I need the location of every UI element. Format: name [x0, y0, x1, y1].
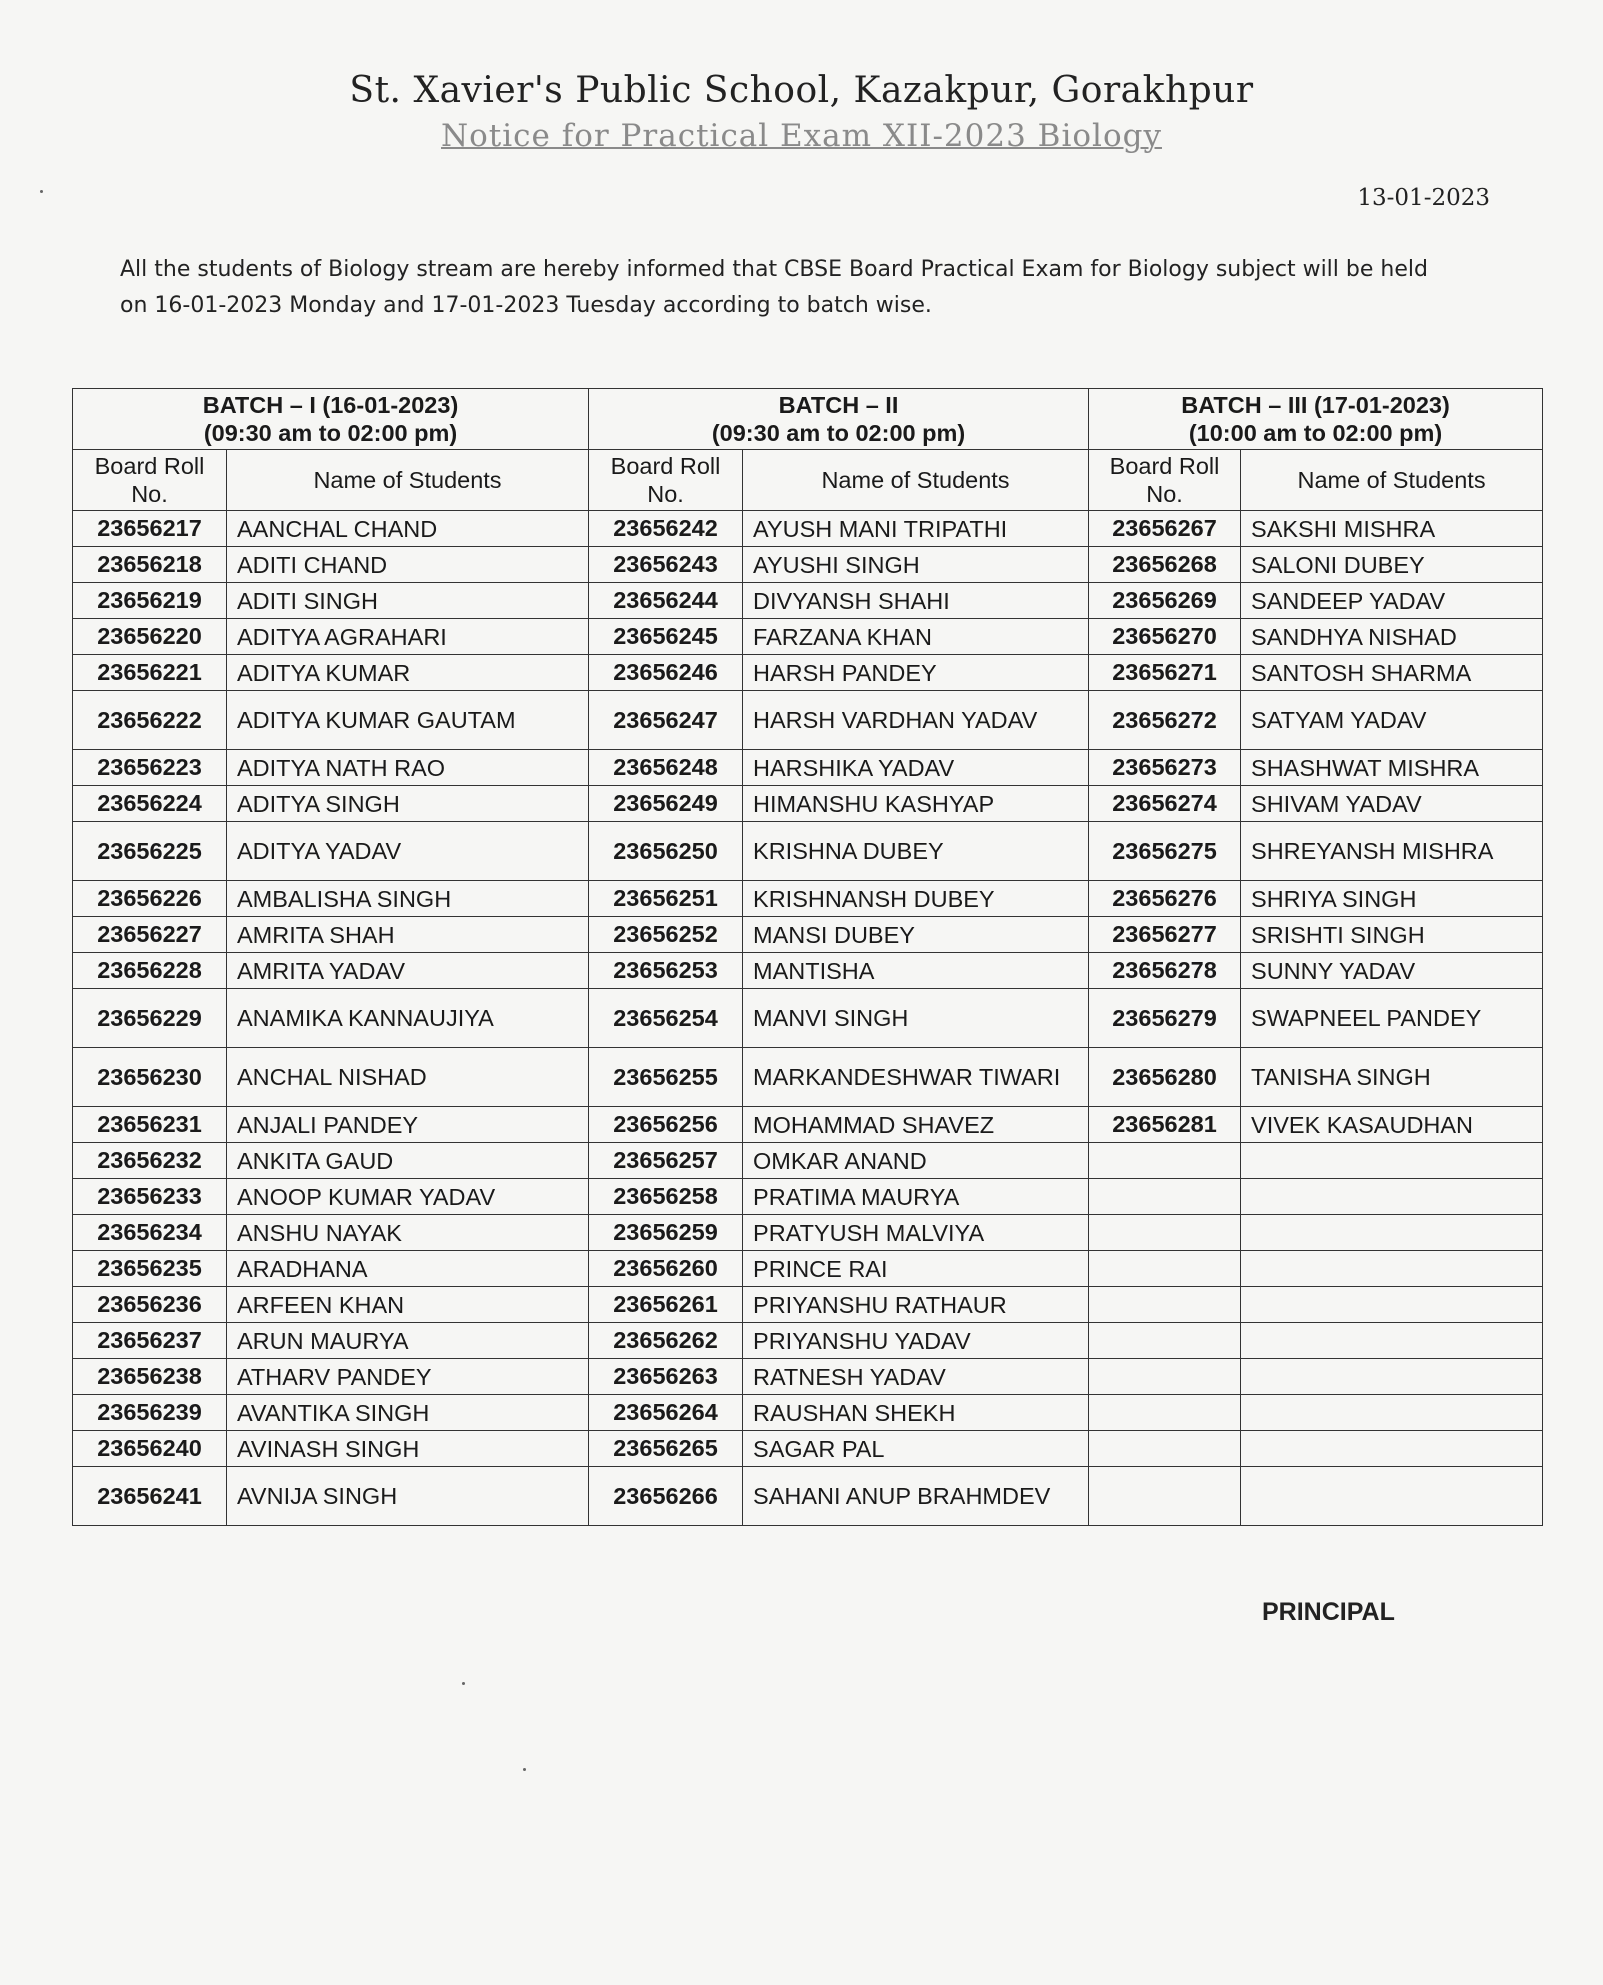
student-name-cell: ADITYA AGRAHARI: [227, 619, 589, 655]
student-name-cell: SAHANI ANUP BRAHMDEV: [743, 1467, 1089, 1526]
roll-number-cell: [1089, 1395, 1241, 1431]
roll-number-cell: 23656242: [589, 511, 743, 547]
table-row: [73, 1107, 1543, 1143]
roll-number-cell: 23656267: [1089, 511, 1241, 547]
scan-speck: [523, 1768, 526, 1771]
batch-3-time: (10:00 am to 02:00 pm): [1188, 420, 1443, 446]
student-name-cell: ANJALI PANDEY: [227, 1107, 589, 1143]
batch-3-title: BATCH – III (17-01-2023): [1181, 392, 1450, 418]
roll-number-cell: [1089, 1359, 1241, 1395]
student-name-cell: MARKANDESHWAR TIWARI: [743, 1048, 1089, 1107]
roll-number-cell: 23656274: [1089, 786, 1241, 822]
table-row: [73, 917, 1543, 953]
batch-2-time: (09:30 am to 02:00 pm): [711, 420, 966, 446]
roll-number-cell: [1089, 1467, 1241, 1526]
roll-column-header: Board Roll No.: [589, 450, 743, 511]
student-name-cell: AANCHAL CHAND: [227, 511, 589, 547]
student-name-cell: SHREYANSH MISHRA: [1241, 822, 1543, 881]
student-name-cell: ANCHAL NISHAD: [227, 1048, 589, 1107]
student-name-cell: MOHAMMAD SHAVEZ: [743, 1107, 1089, 1143]
table-row: [73, 750, 1543, 786]
student-name-cell: HARSHIKA YADAV: [743, 750, 1089, 786]
student-name-cell: SRISHTI SINGH: [1241, 917, 1543, 953]
roll-number-cell: [1089, 1215, 1241, 1251]
roll-number-cell: 23656222: [73, 691, 227, 750]
table-row: [73, 822, 1543, 881]
student-name-cell: [1241, 1323, 1543, 1359]
roll-number-cell: 23656275: [1089, 822, 1241, 881]
roll-number-cell: 23656228: [73, 953, 227, 989]
roll-number-cell: 23656224: [73, 786, 227, 822]
table-row: [73, 1395, 1543, 1431]
student-name-cell: ANKITA GAUD: [227, 1143, 589, 1179]
roll-number-cell: 23656231: [73, 1107, 227, 1143]
table-row: [73, 691, 1543, 750]
roll-number-cell: 23656219: [73, 583, 227, 619]
scan-speck: [462, 1682, 465, 1685]
roll-number-cell: 23656252: [589, 917, 743, 953]
name-column-header: Name of Students: [227, 450, 589, 511]
student-name-cell: ADITI CHAND: [227, 547, 589, 583]
roll-number-cell: 23656247: [589, 691, 743, 750]
student-name-cell: ARUN MAURYA: [227, 1323, 589, 1359]
notice-date: 13-01-2023: [1357, 185, 1490, 211]
student-name-cell: DIVYANSH SHAHI: [743, 583, 1089, 619]
roll-number-cell: 23656266: [589, 1467, 743, 1526]
table-row: [73, 989, 1543, 1048]
roll-number-cell: 23656281: [1089, 1107, 1241, 1143]
table-row: [73, 1467, 1543, 1526]
roll-number-cell: 23656221: [73, 655, 227, 691]
table-row: [73, 786, 1543, 822]
batch-1-header: [73, 389, 589, 450]
batch-1-time: (09:30 am to 02:00 pm): [203, 420, 458, 446]
student-name-cell: TANISHA SINGH: [1241, 1048, 1543, 1107]
principal-signatory: PRINCIPAL: [1262, 1598, 1395, 1626]
roll-number-cell: [1089, 1323, 1241, 1359]
roll-number-cell: 23656253: [589, 953, 743, 989]
student-name-cell: MANTISHA: [743, 953, 1089, 989]
roll-number-cell: 23656273: [1089, 750, 1241, 786]
roll-number-cell: 23656272: [1089, 691, 1241, 750]
student-name-cell: [1241, 1179, 1543, 1215]
student-name-cell: ATHARV PANDEY: [227, 1359, 589, 1395]
roll-number-cell: 23656248: [589, 750, 743, 786]
student-name-cell: [1241, 1143, 1543, 1179]
table-row: [73, 1048, 1543, 1107]
roll-number-cell: 23656239: [73, 1395, 227, 1431]
student-name-cell: ADITYA KUMAR GAUTAM: [227, 691, 589, 750]
student-name-cell: SATYAM YADAV: [1241, 691, 1543, 750]
roll-number-cell: 23656251: [589, 881, 743, 917]
roll-number-cell: 23656271: [1089, 655, 1241, 691]
student-name-cell: PRATIMA MAURYA: [743, 1179, 1089, 1215]
roll-number-cell: 23656232: [73, 1143, 227, 1179]
notice-title: Notice for Practical Exam XII-2023 Biology: [441, 118, 1162, 154]
roll-number-cell: 23656220: [73, 619, 227, 655]
batch-1-title: BATCH – I (16-01-2023): [202, 392, 459, 418]
student-name-cell: KRISHNANSH DUBEY: [743, 881, 1089, 917]
roll-number-cell: 23656256: [589, 1107, 743, 1143]
roll-number-cell: 23656234: [73, 1215, 227, 1251]
roll-number-cell: [1089, 1251, 1241, 1287]
roll-number-cell: 23656225: [73, 822, 227, 881]
roll-number-cell: [1089, 1143, 1241, 1179]
batch-table: [72, 388, 1543, 1526]
roll-number-cell: [1089, 1287, 1241, 1323]
roll-number-cell: 23656241: [73, 1467, 227, 1526]
column-header-row: [73, 450, 1543, 511]
student-name-cell: [1241, 1395, 1543, 1431]
roll-number-cell: 23656226: [73, 881, 227, 917]
student-name-cell: ADITI SINGH: [227, 583, 589, 619]
student-name-cell: RATNESH YADAV: [743, 1359, 1089, 1395]
roll-number-cell: 23656245: [589, 619, 743, 655]
roll-number-cell: 23656265: [589, 1431, 743, 1467]
student-name-cell: SAKSHI MISHRA: [1241, 511, 1543, 547]
roll-number-cell: 23656277: [1089, 917, 1241, 953]
student-name-cell: SANTOSH SHARMA: [1241, 655, 1543, 691]
student-name-cell: SALONI DUBEY: [1241, 547, 1543, 583]
student-name-cell: SHASHWAT MISHRA: [1241, 750, 1543, 786]
student-name-cell: AVANTIKA SINGH: [227, 1395, 589, 1431]
student-name-cell: AMRITA SHAH: [227, 917, 589, 953]
roll-number-cell: 23656218: [73, 547, 227, 583]
student-name-cell: SHRIYA SINGH: [1241, 881, 1543, 917]
student-name-cell: KRISHNA DUBEY: [743, 822, 1089, 881]
roll-number-cell: 23656236: [73, 1287, 227, 1323]
roll-column-header: Board Roll No.: [1089, 450, 1241, 511]
roll-number-cell: 23656217: [73, 511, 227, 547]
table-row: [73, 1359, 1543, 1395]
student-name-cell: [1241, 1215, 1543, 1251]
roll-column-header: Board Roll No.: [73, 450, 227, 511]
student-name-cell: [1241, 1287, 1543, 1323]
student-name-cell: MANVI SINGH: [743, 989, 1089, 1048]
roll-number-cell: 23656229: [73, 989, 227, 1048]
roll-number-cell: 23656270: [1089, 619, 1241, 655]
student-name-cell: MANSI DUBEY: [743, 917, 1089, 953]
table-row: [73, 547, 1543, 583]
table-body: [73, 511, 1543, 1526]
batch-2-header: [589, 389, 1089, 450]
student-name-cell: AMBALISHA SINGH: [227, 881, 589, 917]
roll-number-cell: 23656238: [73, 1359, 227, 1395]
table-row: [73, 1431, 1543, 1467]
student-name-cell: OMKAR ANAND: [743, 1143, 1089, 1179]
student-name-cell: ARADHANA: [227, 1251, 589, 1287]
student-name-cell: AVNIJA SINGH: [227, 1467, 589, 1526]
school-title: St. Xavier's Public School, Kazakpur, Gorakhpur: [349, 70, 1254, 111]
batch-3-header: [1089, 389, 1543, 450]
student-name-cell: SAGAR PAL: [743, 1431, 1089, 1467]
student-name-cell: VIVEK KASAUDHAN: [1241, 1107, 1543, 1143]
student-name-cell: PRIYANSHU YADAV: [743, 1323, 1089, 1359]
roll-number-cell: 23656259: [589, 1215, 743, 1251]
roll-number-cell: 23656244: [589, 583, 743, 619]
student-name-cell: ADITYA YADAV: [227, 822, 589, 881]
student-name-cell: SUNNY YADAV: [1241, 953, 1543, 989]
roll-number-cell: [1089, 1431, 1241, 1467]
student-name-cell: SWAPNEEL PANDEY: [1241, 989, 1543, 1048]
student-name-cell: HARSH VARDHAN YADAV: [743, 691, 1089, 750]
student-name-cell: PRIYANSHU RATHAUR: [743, 1287, 1089, 1323]
roll-number-cell: 23656260: [589, 1251, 743, 1287]
student-name-cell: PRINCE RAI: [743, 1251, 1089, 1287]
student-name-cell: RAUSHAN SHEKH: [743, 1395, 1089, 1431]
roll-number-cell: 23656230: [73, 1048, 227, 1107]
student-name-cell: [1241, 1431, 1543, 1467]
student-name-cell: [1241, 1359, 1543, 1395]
roll-number-cell: 23656246: [589, 655, 743, 691]
student-name-cell: ANOOP KUMAR YADAV: [227, 1179, 589, 1215]
table-row: [73, 511, 1543, 547]
table-row: [73, 1143, 1543, 1179]
student-name-cell: SANDEEP YADAV: [1241, 583, 1543, 619]
roll-number-cell: 23656257: [589, 1143, 743, 1179]
roll-number-cell: 23656263: [589, 1359, 743, 1395]
roll-number-cell: 23656255: [589, 1048, 743, 1107]
table-row: [73, 953, 1543, 989]
roll-number-cell: 23656264: [589, 1395, 743, 1431]
name-column-header: Name of Students: [1241, 450, 1543, 511]
student-name-cell: ADITYA SINGH: [227, 786, 589, 822]
name-column-header: Name of Students: [743, 450, 1089, 511]
student-name-cell: FARZANA KHAN: [743, 619, 1089, 655]
roll-number-cell: 23656258: [589, 1179, 743, 1215]
table-row: [73, 655, 1543, 691]
student-name-cell: AYUSH MANI TRIPATHI: [743, 511, 1089, 547]
student-name-cell: AVINASH SINGH: [227, 1431, 589, 1467]
student-name-cell: ADITYA KUMAR: [227, 655, 589, 691]
student-name-cell: ANAMIKA KANNAUJIYA: [227, 989, 589, 1048]
batch-header-row: [73, 389, 1543, 450]
student-name-cell: [1241, 1251, 1543, 1287]
intro-paragraph: All the students of Biology stream are hereby informed that CBSE Board Practical Exam for Biology subject will be held on 16-01-2023 Monday and 17-01-2023 Tuesday according to batch wise.: [120, 257, 1428, 318]
table-row: [73, 1179, 1543, 1215]
student-name-cell: SHIVAM YADAV: [1241, 786, 1543, 822]
student-name-cell: [1241, 1467, 1543, 1526]
table-row: [73, 1287, 1543, 1323]
batch-2-title: BATCH – II: [778, 392, 899, 418]
student-name-cell: PRATYUSH MALVIYA: [743, 1215, 1089, 1251]
student-name-cell: ANSHU NAYAK: [227, 1215, 589, 1251]
table-row: [73, 1251, 1543, 1287]
roll-number-cell: 23656278: [1089, 953, 1241, 989]
scan-speck: [40, 190, 43, 193]
student-name-cell: ARFEEN KHAN: [227, 1287, 589, 1323]
table-row: [73, 1323, 1543, 1359]
table-row: [73, 1215, 1543, 1251]
roll-number-cell: [1089, 1179, 1241, 1215]
roll-number-cell: 23656235: [73, 1251, 227, 1287]
student-name-cell: AYUSHI SINGH: [743, 547, 1089, 583]
table-row: [73, 881, 1543, 917]
student-name-cell: AMRITA YADAV: [227, 953, 589, 989]
roll-number-cell: 23656240: [73, 1431, 227, 1467]
roll-number-cell: 23656269: [1089, 583, 1241, 619]
table-row: [73, 619, 1543, 655]
roll-number-cell: 23656237: [73, 1323, 227, 1359]
roll-number-cell: 23656279: [1089, 989, 1241, 1048]
roll-number-cell: 23656261: [589, 1287, 743, 1323]
roll-number-cell: 23656254: [589, 989, 743, 1048]
roll-number-cell: 23656249: [589, 786, 743, 822]
table-row: [73, 583, 1543, 619]
roll-number-cell: 23656243: [589, 547, 743, 583]
roll-number-cell: 23656233: [73, 1179, 227, 1215]
student-name-cell: HARSH PANDEY: [743, 655, 1089, 691]
student-name-cell: ADITYA NATH RAO: [227, 750, 589, 786]
roll-number-cell: 23656280: [1089, 1048, 1241, 1107]
roll-number-cell: 23656262: [589, 1323, 743, 1359]
roll-number-cell: 23656227: [73, 917, 227, 953]
student-name-cell: HIMANSHU KASHYAP: [743, 786, 1089, 822]
roll-number-cell: 23656268: [1089, 547, 1241, 583]
roll-number-cell: 23656250: [589, 822, 743, 881]
roll-number-cell: 23656276: [1089, 881, 1241, 917]
roll-number-cell: 23656223: [73, 750, 227, 786]
student-name-cell: SANDHYA NISHAD: [1241, 619, 1543, 655]
